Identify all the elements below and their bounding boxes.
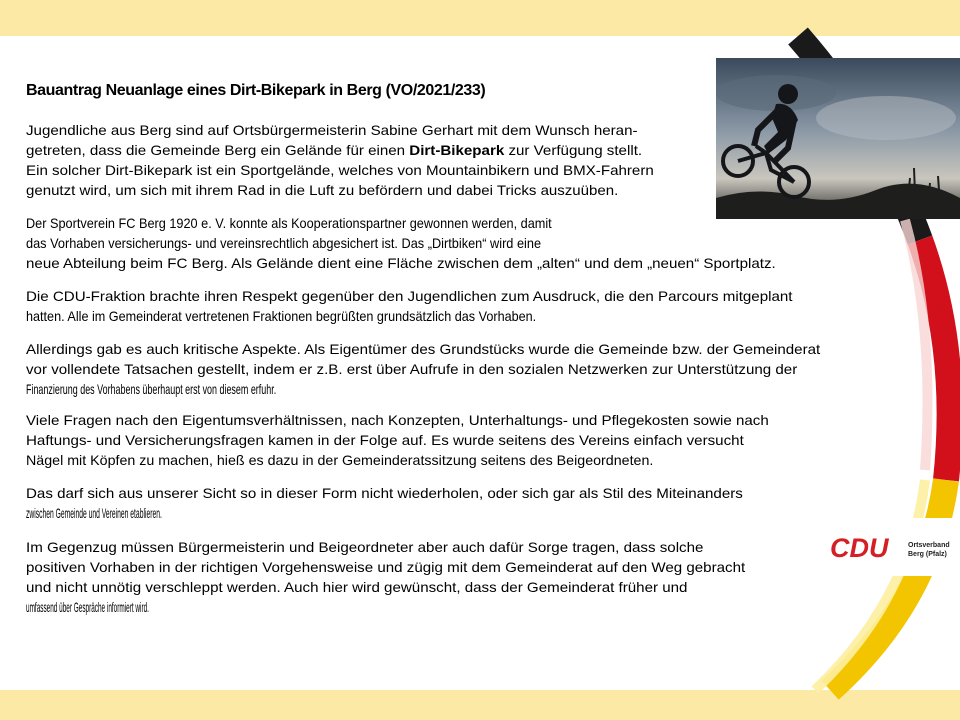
text-run: hatten. Alle im Gemeinderat vertretenen Fraktionen begrüßten grundsätzlich das Vorhaben. — [26, 308, 537, 324]
paragraph-line — [26, 379, 496, 399]
text-run: getreten, dass die Gemeinde Berg ein Gelände für einen — [26, 142, 410, 158]
cdu-logo-mark — [826, 518, 960, 576]
paragraph-line — [26, 483, 743, 503]
logo-subline-2: Berg (Pfalz) — [908, 551, 947, 558]
text-run: vor vollendete Tatsachen gestellt, indem er z.B. erst über Aufrufe in den sozialen Netzwerken zur Unterstützung der — [26, 361, 798, 377]
paragraph-line — [26, 557, 745, 577]
paragraph-5 — [26, 410, 769, 470]
paragraph-line — [26, 339, 820, 359]
paragraph-line — [26, 233, 658, 253]
paragraph-line — [26, 450, 726, 470]
paragraph-line — [26, 597, 331, 617]
text-run: Finanzierung des Vorhabens überhaupt erst von diesem erfuhr. — [26, 381, 277, 397]
text-run: Im Gegenzug müssen Bürgermeisterin und Beigeordneter aber auch dafür Sorge tragen, dass solche — [26, 539, 704, 555]
paragraph-line — [26, 120, 654, 140]
paragraph-1 — [26, 120, 654, 200]
text-run: positiven Vorhaben in der richtigen Vorgehensweise und zügig mit dem Gemeinderat auf den Weg gebracht — [26, 559, 746, 575]
text-run: Viele Fragen nach den Eigentumsverhältnissen, nach Konzepten, Unterhaltungs- und Pflegekosten sowie nach — [26, 412, 769, 428]
text-run: genutzt wird, um sich mit ihrem Rad in die Luft zu befördern und dabei Tricks auszuüben. — [26, 182, 619, 198]
text-run: Jugendliche aus Berg sind auf Ortsbürgermeisterin Sabine Gerhart mit dem Wunsch heran- — [26, 122, 638, 138]
text-run: Ein solcher Dirt-Bikepark ist ein Sportgelände, welches von Mountainbikern und BMX-Fahrern — [26, 162, 654, 178]
text-run: zwischen Gemeinde und Vereinen etablieren. — [26, 505, 162, 521]
paragraph-line — [26, 180, 650, 200]
text-run: Nägel mit Köpfen zu machen, hieß es dazu in der Gemeinderatssitzung seitens des Beigeordneten. — [26, 452, 654, 468]
text-run: umfassend über Gespräche informiert wird. — [26, 599, 149, 615]
paragraph-7 — [26, 537, 746, 617]
paragraph-line — [26, 430, 769, 450]
text-run: Der Sportverein FC Berg 1920 e. V. konnte als Kooperationspartner gewonnen werden, damit — [26, 215, 552, 231]
paragraph-4 — [26, 339, 821, 399]
paragraph-line — [26, 359, 820, 379]
paragraph-line — [26, 503, 346, 523]
text-run: Allerdings gab es auch kritische Aspekte. Als Eigentümer des Grundstücks wurde die Gemeinde bzw. der Gemeinderat — [26, 341, 821, 357]
text-run: Die CDU-Fraktion brachte ihren Respekt gegenüber den Jugendlichen zum Ausdruck, die den Parcours mitgeplant — [26, 288, 793, 304]
paragraph-line — [26, 306, 666, 326]
paragraph-line — [26, 537, 745, 557]
paragraph-6 — [26, 483, 743, 523]
paragraph-line — [26, 213, 656, 233]
paragraph-line — [26, 577, 745, 597]
text-run: Das darf sich aus unserer Sicht so in dieser Form nicht wiederholen, oder sich gar als Stil des Miteinanders — [26, 485, 743, 501]
paragraph-2 — [26, 213, 776, 273]
bold-term: Dirt-Bikepark — [409, 142, 505, 158]
paragraph-line — [26, 410, 769, 430]
paragraph-line — [26, 286, 793, 306]
bmx-rider-photo — [716, 58, 960, 219]
page-title: Bauantrag Neuanlage eines Dirt-Bikepark in Berg (VO/2021/233) — [26, 82, 486, 99]
text-run: Haftungs- und Versicherungsfragen kamen in der Folge auf. Es wurde seitens des Vereins einfach versucht — [26, 432, 744, 448]
paragraph-3 — [26, 286, 793, 326]
logo-brand: CDU — [830, 533, 889, 563]
paragraph-line — [26, 140, 654, 160]
paragraph-line — [26, 160, 654, 180]
text-run: das Vorhaben versicherungs- und vereinsrechtlich abgesichert ist. Das „Dirtbiken“ wird eine — [26, 235, 542, 251]
paragraph-line — [26, 253, 776, 273]
logo-subline-1: Ortsverband — [908, 542, 950, 549]
text-run: neue Abteilung beim FC Berg. Als Gelände dient eine Fläche zwischen dem „alten“ und dem „neuen“ Sportplatz. — [26, 255, 776, 271]
cdu-logo — [826, 518, 960, 576]
text-run: und nicht unnötig verschleppt werden. Auch hier wird gewünscht, dass der Gemeinderat früher und — [26, 579, 688, 595]
text-run: zur Verfügung stellt. — [504, 142, 643, 158]
